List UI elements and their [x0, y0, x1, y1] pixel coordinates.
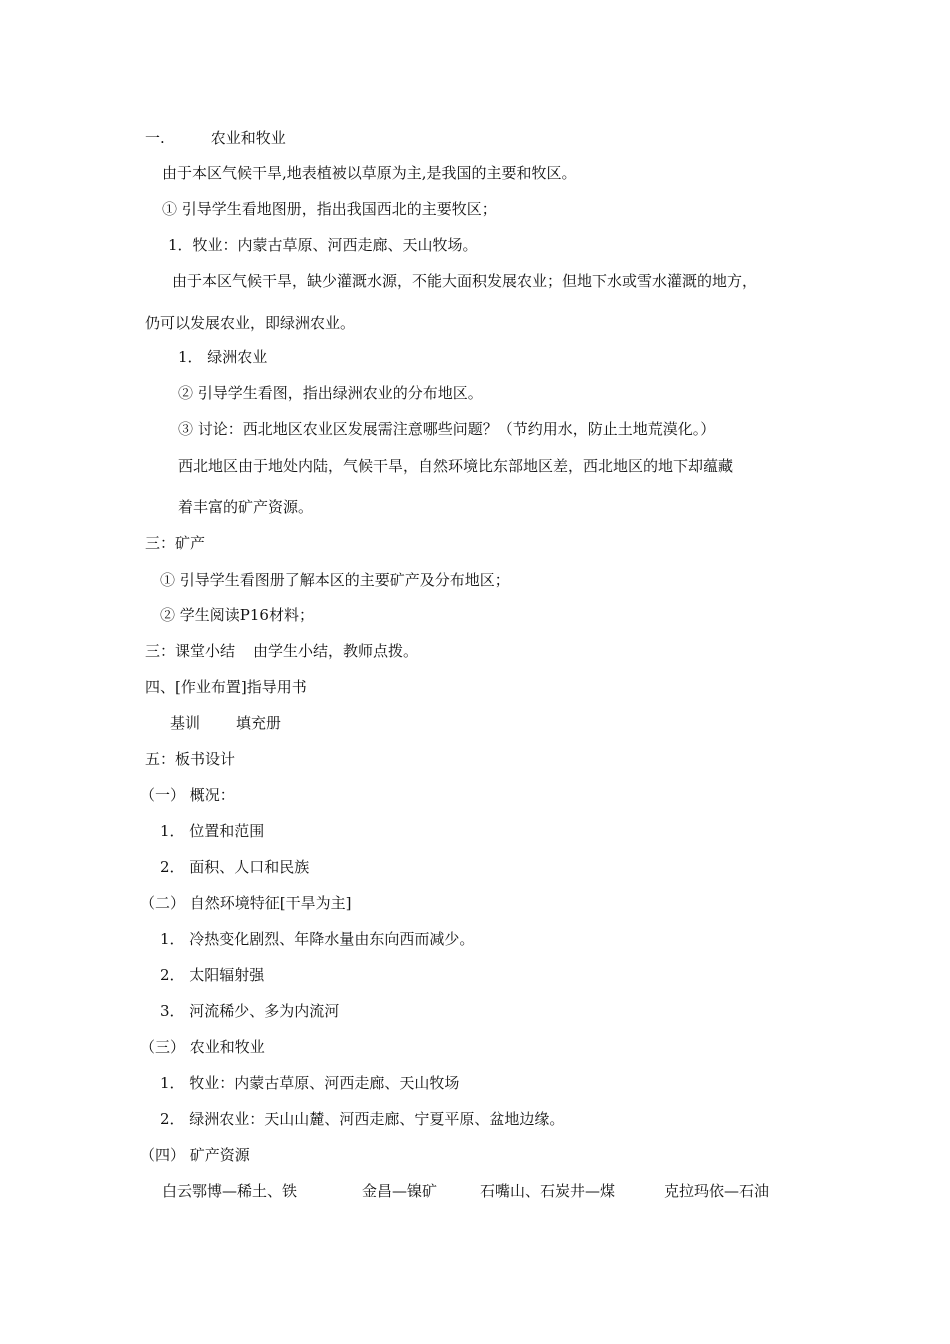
outline-item: 1． 牧业：内蒙古草原、河西走廊、天山牧场 — [160, 1074, 460, 1092]
outline-item: 3． 河流稀少、多为内流河 — [160, 1002, 340, 1020]
homework-item: 基训 — [170, 714, 201, 732]
section-3-heading: 三：矿产 — [145, 534, 206, 552]
section-1-title: 农业和牧业 — [210, 129, 286, 147]
paragraph: 1． 绿洲农业 — [178, 348, 268, 366]
paragraph: 仍可以发展农业，即绿洲农业。 — [145, 314, 356, 332]
board-design-heading: 五：板书设计 — [145, 750, 236, 768]
paragraph: ③ 讨论：西北地区农业区发展需注意哪些问题？（节约用水，防止土地荒漠化。） — [178, 420, 716, 438]
outline-heading: （一） 概况： — [140, 786, 235, 804]
mineral-item: 石嘴山、石炭井—煤 — [480, 1182, 616, 1200]
paragraph: 由于本区气候干旱,地表植被以草原为主,是我国的主要和牧区。 — [162, 164, 577, 182]
outline-item: 1． 位置和范围 — [160, 822, 265, 840]
summary-text: 由学生小结，教师点拨。 — [253, 642, 419, 660]
summary-title: 三：课堂小结 — [145, 642, 236, 660]
homework-heading: 四、[作业布置]指导用书 — [145, 678, 307, 696]
paragraph: ② 学生阅读P16材料； — [160, 606, 314, 624]
section-1-heading — [145, 128, 286, 148]
paragraph: ① 引导学生看图册了解本区的主要矿产及分布地区； — [160, 571, 510, 589]
homework-item: 填充册 — [236, 714, 282, 732]
mineral-item: 金昌—镍矿 — [362, 1182, 438, 1200]
homework-items — [170, 713, 281, 733]
outline-item: 2． 面积、人口和民族 — [160, 858, 310, 876]
outline-heading: （四） 矿产资源 — [140, 1146, 250, 1164]
outline-heading: （二） 自然环境特征[干旱为主] — [140, 894, 352, 912]
paragraph: 1．牧业：内蒙古草原、河西走廊、天山牧场。 — [168, 236, 478, 254]
paragraph: 由于本区气候干旱，缺少灌溉水源，不能大面积发展农业；但地下水或雪水灌溉的地方， — [172, 272, 758, 290]
outline-item: 2． 太阳辐射强 — [160, 966, 265, 984]
summary-heading — [145, 641, 418, 661]
paragraph: ① 引导学生看地图册，指出我国西北的主要牧区； — [162, 200, 497, 218]
paragraph: 着丰富的矿产资源。 — [178, 498, 314, 516]
mineral-item: 克拉玛依—石油 — [664, 1182, 770, 1200]
outline-item: 2． 绿洲农业：天山山麓、河西走廊、宁夏平原、盆地边缘。 — [160, 1110, 565, 1128]
paragraph: 西北地区由于地处内陆，气候干旱，自然环境比东部地区差，西北地区的地下却蕴藏 — [178, 457, 734, 475]
outline-heading: （三） 农业和牧业 — [140, 1038, 265, 1056]
mineral-item: 白云鄂博—稀土、铁 — [162, 1182, 298, 1200]
outline-item: 1． 冷热变化剧烈、年降水量由东向西而减少。 — [160, 930, 475, 948]
section-1-number: 一. — [145, 129, 165, 147]
paragraph: ② 引导学生看图，指出绿洲农业的分布地区。 — [178, 384, 483, 402]
